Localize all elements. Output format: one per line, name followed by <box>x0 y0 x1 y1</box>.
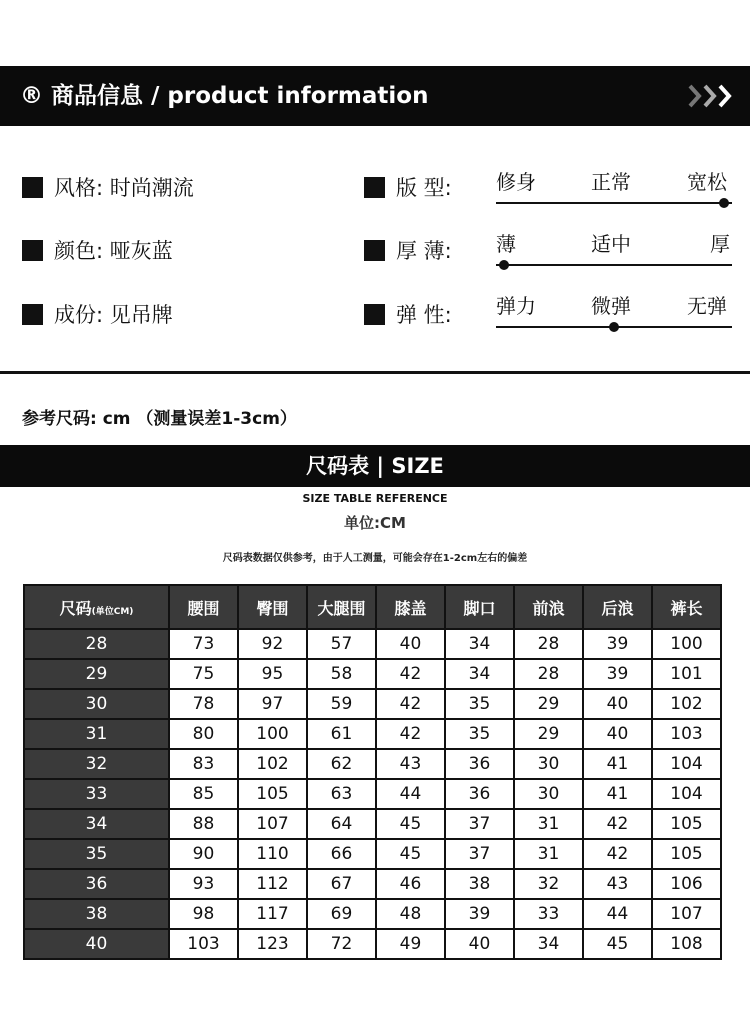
size-cell: 29 <box>24 659 169 689</box>
table-cell: 85 <box>169 779 238 809</box>
table-cell: 105 <box>652 809 721 839</box>
attribute-material <box>54 302 173 328</box>
table-cell: 102 <box>652 689 721 719</box>
table-cell: 28 <box>514 629 583 659</box>
table-row <box>24 839 721 869</box>
table-cell: 108 <box>652 929 721 959</box>
size-cell: 31 <box>24 719 169 749</box>
table-cell: 48 <box>376 899 445 929</box>
table-cell: 78 <box>169 689 238 719</box>
table-cell: 117 <box>238 899 307 929</box>
size-table-header-row <box>24 585 721 629</box>
table-cell: 102 <box>238 749 307 779</box>
scale-fit-option-left: 修身 <box>496 170 536 194</box>
table-cell: 45 <box>376 839 445 869</box>
table-cell: 100 <box>238 719 307 749</box>
size-cell: 30 <box>24 689 169 719</box>
table-cell: 107 <box>652 899 721 929</box>
table-cell: 42 <box>583 809 652 839</box>
table-cell: 34 <box>445 629 514 659</box>
bullet-square-icon <box>22 177 43 198</box>
table-cell: 31 <box>514 839 583 869</box>
table-row <box>24 629 721 659</box>
table-cell: 66 <box>307 839 376 869</box>
table-cell: 34 <box>514 929 583 959</box>
reference-size-note: 参考尺码: cm （测量误差1-3cm） <box>22 409 297 429</box>
table-cell: 46 <box>376 869 445 899</box>
table-cell: 103 <box>652 719 721 749</box>
attribute-value: 时尚潮流 <box>109 176 194 200</box>
column-header: 后浪 <box>583 585 652 629</box>
table-row <box>24 809 721 839</box>
table-cell: 95 <box>238 659 307 689</box>
table-cell: 123 <box>238 929 307 959</box>
table-cell: 98 <box>169 899 238 929</box>
table-cell: 72 <box>307 929 376 959</box>
size-table-unit: 单位:CM <box>344 514 406 532</box>
table-cell: 100 <box>652 629 721 659</box>
scale-fit-option-right: 宽松 <box>687 170 727 194</box>
table-row <box>24 869 721 899</box>
table-cell: 37 <box>445 809 514 839</box>
table-cell: 41 <box>583 749 652 779</box>
column-header: 裤长 <box>652 585 721 629</box>
table-cell: 41 <box>583 779 652 809</box>
table-cell: 112 <box>238 869 307 899</box>
table-cell: 29 <box>514 689 583 719</box>
table-cell: 40 <box>583 719 652 749</box>
attribute-value: 哑灰蓝 <box>109 239 173 263</box>
scale-thickness-label: 厚 薄: <box>396 239 452 263</box>
table-cell: 36 <box>445 779 514 809</box>
scale-elasticity-option-mid: 微弹 <box>591 294 631 318</box>
product-info-title-text: 商品信息 / product information <box>51 83 429 109</box>
section-divider <box>0 371 750 374</box>
table-cell: 90 <box>169 839 238 869</box>
table-cell: 39 <box>445 899 514 929</box>
table-cell: 103 <box>169 929 238 959</box>
table-row <box>24 779 721 809</box>
table-cell: 42 <box>376 719 445 749</box>
table-cell: 39 <box>583 659 652 689</box>
scale-fit-label: 版 型: <box>396 176 452 200</box>
scale-fit-option-mid: 正常 <box>591 170 631 194</box>
attribute-label: 颜色: <box>54 239 104 263</box>
scale-thickness-option-left: 薄 <box>496 232 516 256</box>
scale-elasticity-option-left: 弹力 <box>496 294 536 318</box>
table-cell: 75 <box>169 659 238 689</box>
table-cell: 40 <box>583 689 652 719</box>
table-cell: 42 <box>376 659 445 689</box>
table-cell: 43 <box>583 869 652 899</box>
table-row <box>24 689 721 719</box>
attribute-label: 成份: <box>54 303 104 327</box>
size-cell: 36 <box>24 869 169 899</box>
table-cell: 61 <box>307 719 376 749</box>
table-row <box>24 749 721 779</box>
scale-elasticity-indicator <box>609 322 619 332</box>
size-cell: 38 <box>24 899 169 929</box>
size-column-header: 尺码(单位CM) <box>24 585 169 629</box>
scale-elasticity-option-right: 无弹 <box>687 294 727 318</box>
table-cell: 62 <box>307 749 376 779</box>
table-row <box>24 659 721 689</box>
column-header: 臀围 <box>238 585 307 629</box>
table-cell: 105 <box>652 839 721 869</box>
scale-fit-track <box>496 202 732 204</box>
table-row <box>24 899 721 929</box>
table-cell: 30 <box>514 749 583 779</box>
size-table-disclaimer: 尺码表数据仅供参考，由于人工测量，可能会存在1-2cm左右的偏差 <box>222 553 528 564</box>
table-cell: 63 <box>307 779 376 809</box>
column-header: 脚口 <box>445 585 514 629</box>
table-cell: 35 <box>445 719 514 749</box>
table-cell: 45 <box>583 929 652 959</box>
table-cell: 39 <box>583 629 652 659</box>
table-cell: 42 <box>376 689 445 719</box>
table-cell: 33 <box>514 899 583 929</box>
scale-elasticity-label: 弹 性: <box>396 303 452 327</box>
size-column-unit: (单位CM) <box>91 606 134 617</box>
size-cell: 35 <box>24 839 169 869</box>
size-table-header-bar: 尺码表 | SIZE <box>0 445 750 487</box>
table-cell: 57 <box>307 629 376 659</box>
bullet-square-icon <box>364 177 385 198</box>
size-cell: 33 <box>24 779 169 809</box>
table-cell: 88 <box>169 809 238 839</box>
table-cell: 44 <box>583 899 652 929</box>
table-cell: 83 <box>169 749 238 779</box>
table-cell: 45 <box>376 809 445 839</box>
table-cell: 40 <box>445 929 514 959</box>
triple-chevron-icon <box>688 83 734 109</box>
product-info-title <box>20 66 428 126</box>
table-cell: 43 <box>376 749 445 779</box>
bullet-square-icon <box>22 240 43 261</box>
table-cell: 80 <box>169 719 238 749</box>
table-cell: 64 <box>307 809 376 839</box>
table-cell: 35 <box>445 689 514 719</box>
table-cell: 30 <box>514 779 583 809</box>
column-header: 前浪 <box>514 585 583 629</box>
table-cell: 32 <box>514 869 583 899</box>
table-cell: 40 <box>376 629 445 659</box>
size-cell: 28 <box>24 629 169 659</box>
table-cell: 105 <box>238 779 307 809</box>
product-info-header <box>0 66 750 126</box>
table-cell: 59 <box>307 689 376 719</box>
bullet-square-icon <box>364 240 385 261</box>
table-cell: 28 <box>514 659 583 689</box>
column-header: 大腿围 <box>307 585 376 629</box>
size-table-subtitle: SIZE TABLE REFERENCE <box>302 492 448 505</box>
table-cell: 44 <box>376 779 445 809</box>
table-cell: 38 <box>445 869 514 899</box>
attribute-label: 风格: <box>54 176 104 200</box>
table-cell: 58 <box>307 659 376 689</box>
table-cell: 34 <box>445 659 514 689</box>
column-header: 膝盖 <box>376 585 445 629</box>
table-cell: 104 <box>652 779 721 809</box>
scale-fit-indicator <box>719 198 729 208</box>
size-cell: 32 <box>24 749 169 779</box>
table-cell: 42 <box>583 839 652 869</box>
scale-thickness-indicator <box>499 260 509 270</box>
column-header: 腰围 <box>169 585 238 629</box>
scale-thickness-track <box>496 264 732 266</box>
table-cell: 31 <box>514 809 583 839</box>
table-row <box>24 929 721 959</box>
table-cell: 29 <box>514 719 583 749</box>
size-cell: 34 <box>24 809 169 839</box>
registered-mark: ® <box>20 83 43 109</box>
table-cell: 37 <box>445 839 514 869</box>
table-cell: 97 <box>238 689 307 719</box>
table-cell: 73 <box>169 629 238 659</box>
table-cell: 69 <box>307 899 376 929</box>
table-row <box>24 719 721 749</box>
table-cell: 93 <box>169 869 238 899</box>
attribute-style <box>54 175 194 201</box>
bullet-square-icon <box>22 304 43 325</box>
table-cell: 49 <box>376 929 445 959</box>
table-cell: 104 <box>652 749 721 779</box>
table-cell: 107 <box>238 809 307 839</box>
scale-thickness-option-right: 厚 <box>710 232 730 256</box>
attribute-color <box>54 238 173 264</box>
attribute-value: 见吊牌 <box>109 303 173 327</box>
bullet-square-icon <box>364 304 385 325</box>
scale-thickness-option-mid: 适中 <box>591 232 631 256</box>
table-cell: 101 <box>652 659 721 689</box>
table-cell: 106 <box>652 869 721 899</box>
table-cell: 92 <box>238 629 307 659</box>
size-cell: 40 <box>24 929 169 959</box>
table-cell: 110 <box>238 839 307 869</box>
table-cell: 67 <box>307 869 376 899</box>
size-table <box>23 584 722 960</box>
table-cell: 36 <box>445 749 514 779</box>
